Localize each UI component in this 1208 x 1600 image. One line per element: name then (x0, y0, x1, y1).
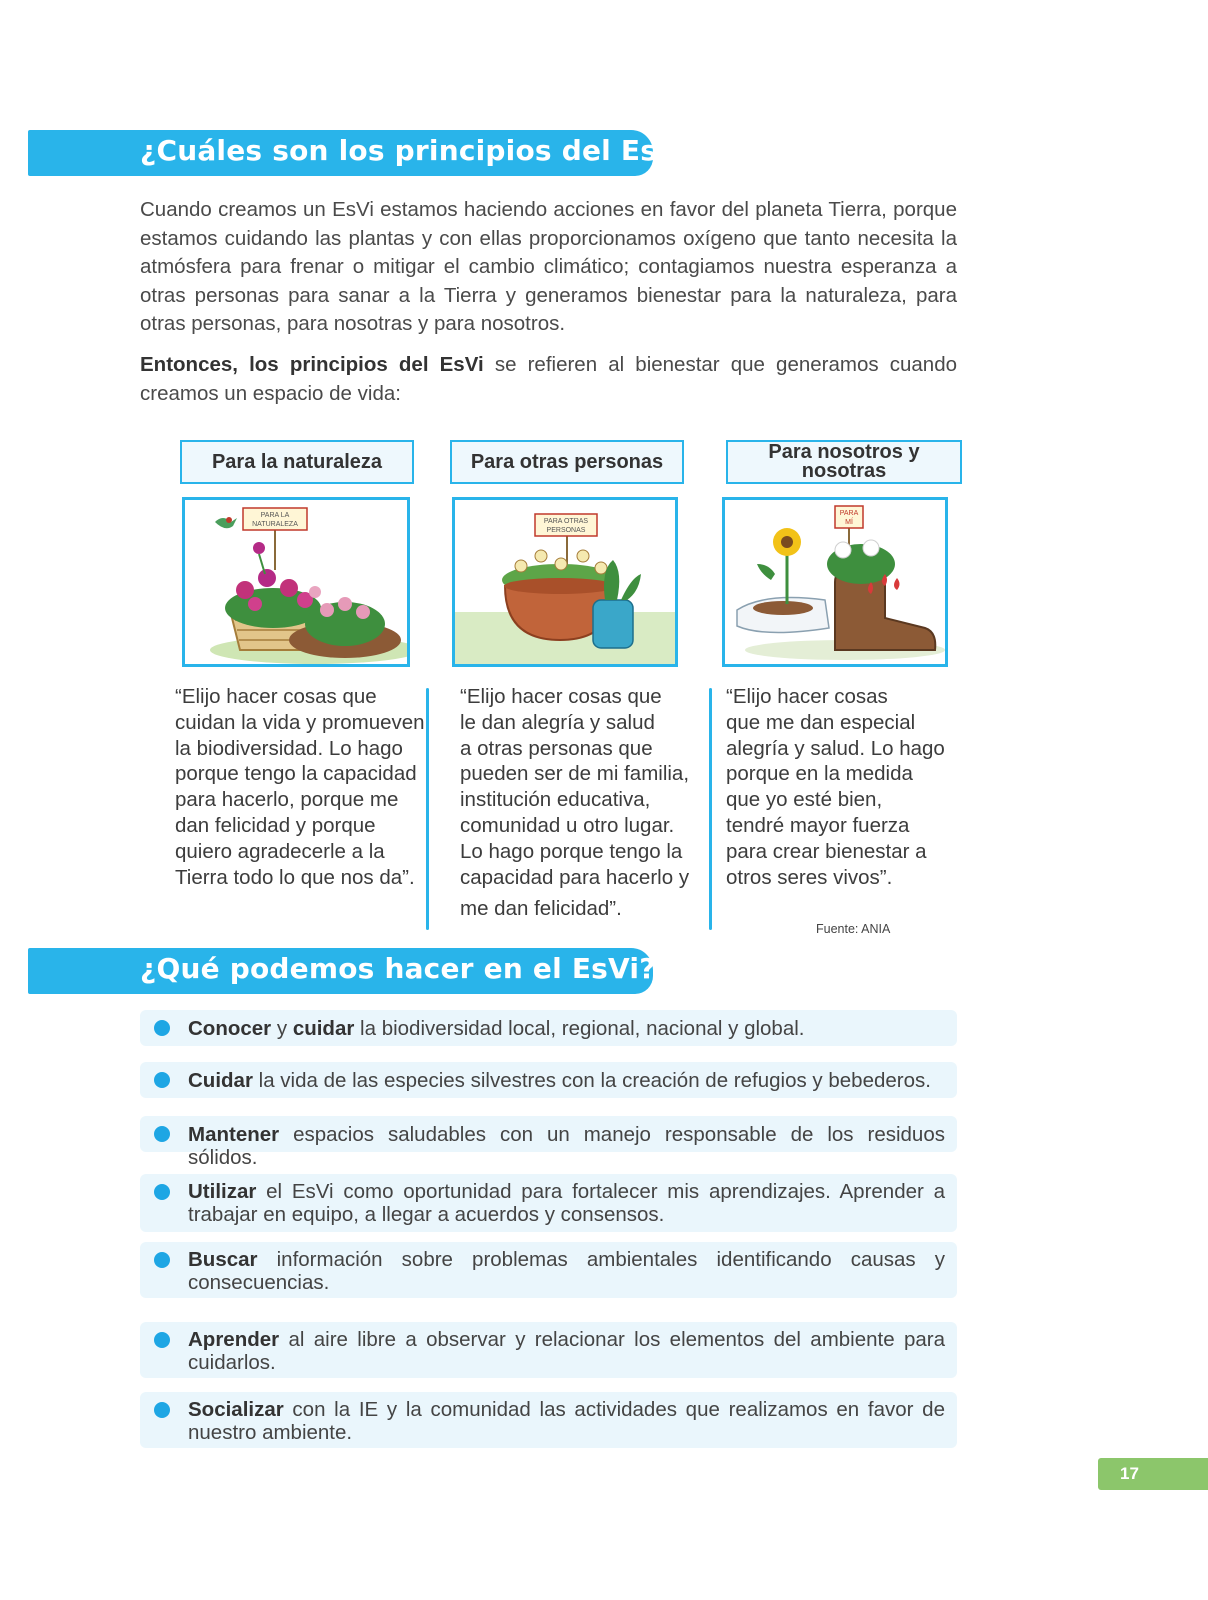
source-credit: Fuente: ANIA (816, 922, 891, 936)
bullet-icon (154, 1252, 170, 1268)
quote-nature-line: cuidan la vida y promueven (175, 710, 425, 734)
quote-ourselves-line: alegría y salud. Lo hago (726, 736, 945, 760)
item-bold: Aprender (188, 1328, 280, 1351)
quote-others-line: a otras personas que (460, 736, 653, 760)
quote-others-line: institución educativa, (460, 788, 651, 812)
item-text: la vida de las especies silvestres con la creación de refugios y bebederos. (252, 1069, 931, 1092)
quote-ourselves-line: porque en la medida (726, 762, 913, 786)
illustration-others (452, 497, 678, 667)
quote-nature-line: para hacerlo, porque me (175, 788, 399, 812)
item-bold: Buscar (188, 1248, 258, 1271)
item-bold: Cuidar (188, 1069, 253, 1092)
illustration-ourselves (722, 497, 948, 667)
quote-others (460, 684, 705, 922)
item-bold: Conocer (188, 1017, 272, 1040)
quote-nature-line: porque tengo la capacidad (175, 762, 417, 786)
list-item (140, 1322, 957, 1378)
sign-ourselves-line2: MÍ (845, 519, 853, 526)
item-text: con la IE y la comunidad las actividades que realizamos en favor de nuestro ambiente. (188, 1398, 945, 1444)
quote-ourselves-line: otros seres vivos”. (726, 865, 893, 889)
divider-line (709, 688, 712, 930)
bullet-icon (154, 1402, 170, 1418)
quote-nature (175, 684, 435, 890)
item-text: al aire libre a observar y relacionar los elementos del ambiente para cuidarlos. (188, 1328, 945, 1374)
item-text: información sobre problemas ambientales identificando causas y consecuencias. (188, 1248, 945, 1294)
list-item (140, 1010, 957, 1046)
quote-nature-line: dan felicidad y porque (175, 813, 376, 837)
bullet-icon (154, 1184, 170, 1200)
card-label-nature: Para la naturaleza (180, 440, 414, 484)
item-bold: Mantener (188, 1123, 280, 1146)
quote-others-line: comunidad u otro lugar. (460, 813, 675, 837)
card-label-ourselves (726, 440, 962, 484)
bullet-icon (154, 1126, 170, 1142)
item-mid: y (271, 1017, 293, 1040)
sign-nature-line1: PARA LA (260, 512, 290, 519)
card-label-ourselves-text: Para nosotros y nosotras (768, 441, 920, 482)
section-title-actions: ¿Qué podemos hacer en el EsVi? (140, 952, 656, 985)
quote-ourselves (726, 684, 966, 890)
principles-paragraph (140, 351, 957, 408)
quote-nature-line: “Elijo hacer cosas que (175, 685, 377, 708)
list-item (140, 1242, 957, 1298)
quote-ourselves-line: que yo esté bien, (726, 788, 883, 812)
sign-ourselves-line1: PARA (839, 510, 859, 517)
principles-rest: se refieren al bienestar que generamos cuando creamos un espacio de vida: (140, 353, 957, 405)
item-bold: Utilizar (188, 1180, 257, 1203)
item-text: espacios saludables con un manejo responsable de los residuos sólidos. (188, 1123, 945, 1169)
bullet-icon (154, 1072, 170, 1088)
quote-others-line: Lo hago porque tengo la (460, 839, 683, 863)
bullet-icon (154, 1020, 170, 1036)
section-title-principles: ¿Cuáles son los principios del EsVi? (140, 134, 705, 167)
quote-ourselves-line: “Elijo hacer cosas (726, 685, 888, 708)
quote-ourselves-line: tendré mayor fuerza (726, 813, 910, 837)
quote-others-line: “Elijo hacer cosas que (460, 685, 662, 708)
divider-line (426, 688, 429, 930)
item-text: la biodiversidad local, regional, nacional y global. (354, 1017, 805, 1040)
bullet-icon (154, 1332, 170, 1348)
page-number: 17 (1120, 1464, 1139, 1483)
item-text: el EsVi como oportunidad para fortalecer mis aprendizajes. Aprender a trabajar en equipo, a llegar a acuerdos y consensos. (188, 1180, 945, 1226)
section-banner-actions (28, 948, 656, 994)
page-number-tab (1098, 1458, 1208, 1490)
quote-others-line: me dan felicidad”. (460, 897, 622, 921)
quote-nature-line: quiero agradecerle a la (175, 839, 385, 863)
card-label-others: Para otras personas (450, 440, 684, 484)
quote-others-line: pueden ser de mi familia, (460, 762, 690, 786)
sign-nature-line2: NATURALEZA (252, 521, 298, 528)
section-banner-principles (28, 130, 705, 176)
list-item (140, 1062, 957, 1098)
principles-bold: Entonces, los principios del EsVi (140, 353, 484, 376)
quote-ourselves-line: que me dan especial (726, 710, 916, 734)
list-item (140, 1174, 957, 1232)
quote-ourselves-line: para crear bienestar a (726, 839, 927, 863)
item-bold2: cuidar (292, 1017, 355, 1040)
list-item (140, 1392, 957, 1448)
quote-nature-line: la biodiversidad. Lo hago (175, 736, 403, 760)
quote-others-line: capacidad para hacerlo y (460, 865, 690, 889)
intro-paragraph: Cuando creamos un EsVi estamos haciendo acciones en favor del planeta Tierra, porque estamos cuidando las plantas y con ellas proporcionamos oxígeno que tanto necesita la atmósfera para frenar o mitigar el cambio climático; contagiamos nuestra esperanza a otras personas para sanar a la Tierra y generamos bienestar para la naturaleza, para otras personas, para nosotras y para nosotros. (140, 198, 957, 335)
sign-others-line1: PARA OTRAS (543, 518, 589, 525)
list-item (140, 1116, 957, 1169)
illustration-nature (182, 497, 410, 667)
quote-others-line: le dan alegría y salud (460, 710, 655, 734)
item-bold: Socializar (188, 1398, 284, 1421)
quote-nature-line: Tierra todo lo que nos da”. (175, 865, 415, 889)
sign-others-line2: PERSONAS (546, 527, 586, 534)
